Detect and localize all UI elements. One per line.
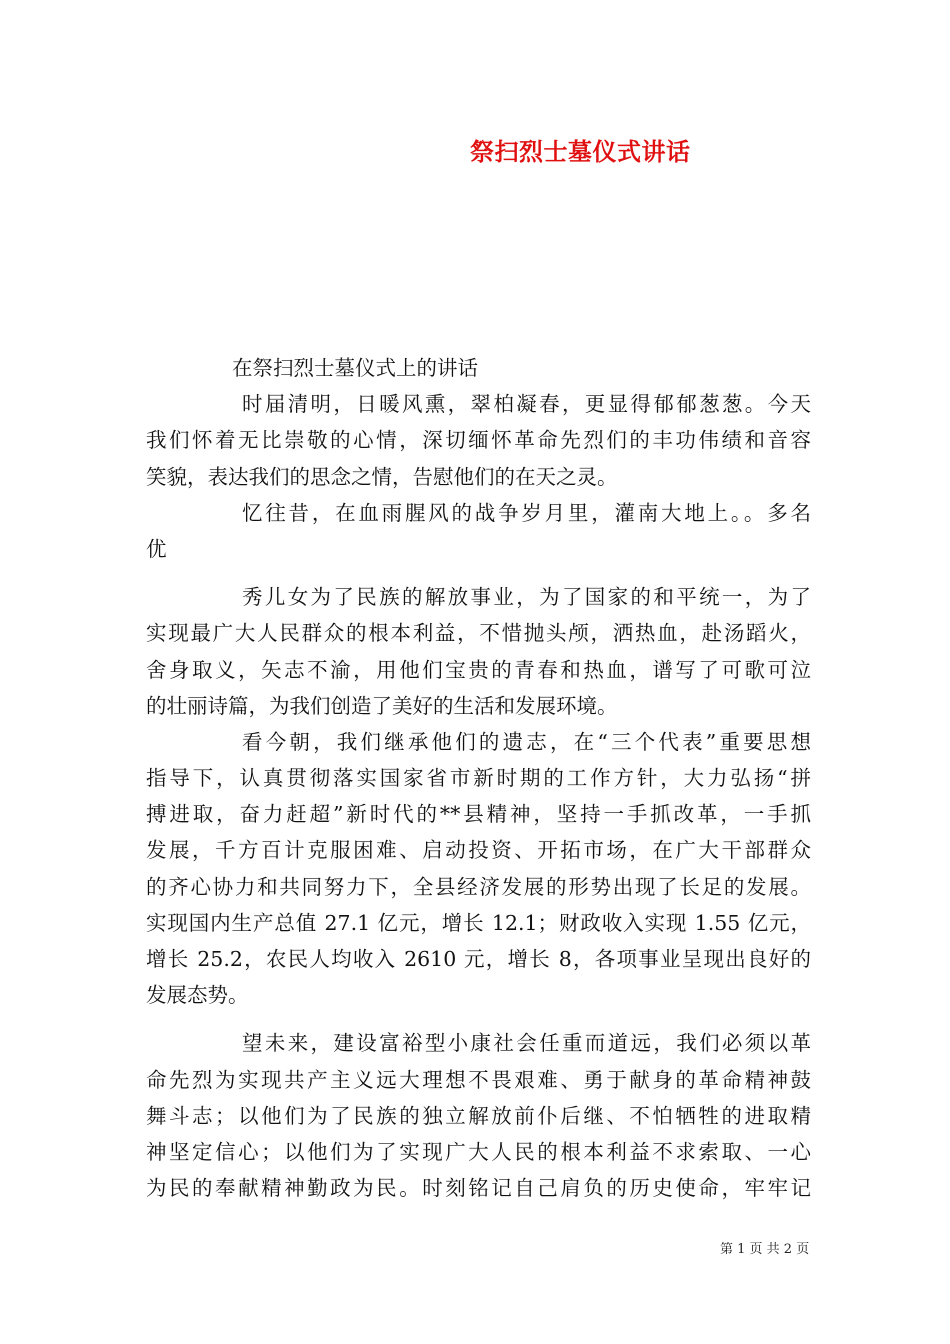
subtitle-line: 在祭扫烈士墓仪式上的讲话 [232,356,478,380]
document-title: 祭扫烈士墓仪式讲话 [470,137,691,166]
paragraph-line: 搏进取，奋力赶超”新时代的**县精神，坚持一手抓改革，一手抓 [146,802,811,827]
paragraph-line: 命先烈为实现共产主义远大理想不畏艰难、勇于献身的革命精神鼓 [146,1067,811,1092]
paragraph-line: 看今朝，我们继承他们的遗志，在“三个代表”重要思想 [242,729,811,754]
paragraph-line: 我们怀着无比崇敬的心情，深切缅怀革命先烈们的丰功伟绩和音容 [146,428,811,453]
paragraph-line: 为民的奉献精神勤政为民。时刻铭记自己肩负的历史使命，牢牢记 [146,1176,811,1201]
paragraph-line: 优 [146,536,167,561]
paragraph-line: 实现最广大人民群众的根本利益，不惜抛头颅，洒热血，赴汤蹈火， [146,621,811,646]
document-body [146,350,811,1206]
paragraph-line: 发展，千方百计克服困难、启动投资、开拓市场，在广大干部群众 [146,838,811,863]
paragraph-line: 神坚定信心；以他们为了实现广大人民的根本利益不求索取、一心 [146,1139,811,1164]
paragraph-line: 的壮丽诗篇，为我们创造了美好的生活和发展环境。 [146,693,618,718]
paragraph-line: 实现国内生产总值 27.1 亿元，增长 12.1；财政收入实现 1.55 亿元， [146,910,811,935]
paragraph-line: 望未来，建设富裕型小康社会任重而道远，我们必须以革 [242,1031,811,1056]
paragraph-line: 增长 25.2，农民人均收入 2610 元，增长 8，各项事业呈现出良好的 [146,947,811,971]
paragraph-line: 舞斗志；以他们为了民族的独立解放前仆后继、不怕牺牲的进取精 [146,1103,811,1128]
paragraph-line: 发展态势。 [146,983,249,1008]
paragraph-line: 的齐心协力和共同努力下，全县经济发展的形势出现了长足的发展。 [146,874,811,899]
paragraph-line: 指导下，认真贯彻落实国家省市新时期的工作方针，大力弘扬“拼 [146,766,811,791]
paragraph-line: 秀儿女为了民族的解放事业，为了国家的和平统一，为了 [242,585,811,610]
paragraph-line: 时届清明，日暖风熏，翠柏凝春，更显得郁郁葱葱。今天 [242,392,811,417]
paragraph-line: 舍身取义，矢志不渝，用他们宝贵的青春和热血，谱写了可歌可泣 [146,657,811,682]
page-number-footer: 第 1 页 共 2 页 [720,1242,810,1257]
paragraph-line: 忆往昔，在血雨腥风的战争岁月里，灌南大地上。。多名 [242,500,811,525]
paragraph-line: 笑貌，表达我们的思念之情，告慰他们的在天之灵。 [146,464,618,489]
